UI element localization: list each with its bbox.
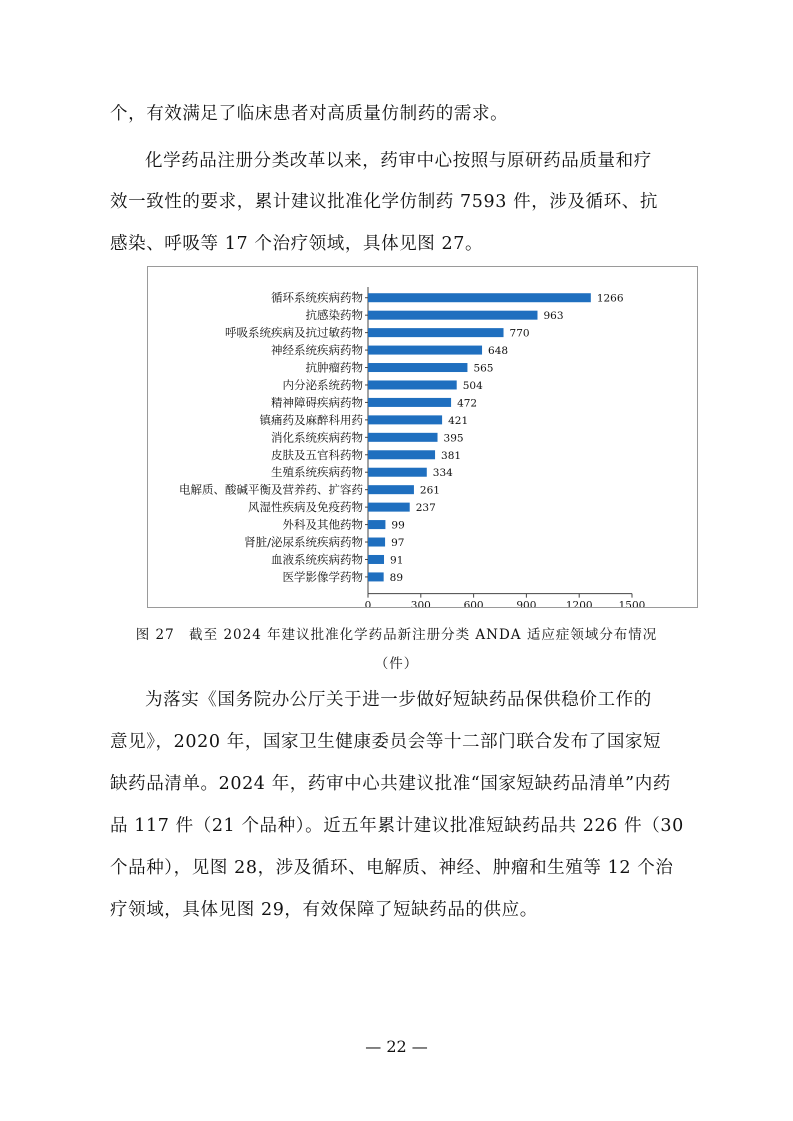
paragraph-2-line-2: 效一致性的要求，累计建议批准化学仿制药 7593 件，涉及循环、抗 (110, 192, 658, 212)
bar (368, 346, 482, 355)
data-label: 334 (432, 467, 453, 480)
paragraph-3-line-3: 缺药品清单。2024 年，药审中心共建议批准“国家短缺药品清单”内药 (110, 774, 671, 794)
bar (368, 363, 467, 372)
data-label: 381 (441, 449, 462, 462)
paragraph-3-line-6: 疗领域，具体见图 29，有效保障了短缺药品的供应。 (110, 900, 538, 920)
bar (368, 450, 435, 459)
x-tick-label: 600 (463, 599, 484, 607)
category-label: 抗感染药物 (305, 308, 363, 323)
x-tick-label: 1500 (618, 599, 646, 607)
bar (368, 572, 384, 581)
category-label: 皮肤及五官科药物 (271, 447, 363, 462)
data-label: 565 (473, 362, 494, 375)
bar (368, 520, 385, 529)
bar (368, 380, 457, 389)
data-label: 261 (419, 484, 440, 497)
data-label: 504 (462, 379, 483, 392)
category-label: 肾脏/泌尿系统疾病药物 (244, 535, 363, 550)
bar (368, 433, 438, 442)
paragraph-2-line-1: 化学药品注册分类改革以来，药审中心按照与原研药品质量和疗 (145, 151, 652, 171)
paragraph-3-line-1: 为落实《国务院办公厅关于进一步做好短缺药品保供稳价工作的 (145, 690, 652, 710)
paragraph-3-line-5: 个品种），见图 28，涉及循环、电解质、神经、肿瘤和生殖等 12 个治 (110, 858, 674, 878)
data-label: 1266 (596, 292, 624, 305)
data-label: 963 (543, 310, 564, 323)
bar (368, 468, 427, 477)
x-tick-label: 1200 (565, 599, 593, 607)
category-label: 神经系统疾病药物 (271, 343, 363, 358)
x-tick-label: 0 (364, 599, 372, 607)
bar (368, 328, 504, 337)
category-label: 电解质、酸碱平衡及营养药、扩容药 (179, 482, 363, 497)
paragraph-1-line-1: 个，有效满足了临床患者对高质量仿制药的需求。 (110, 104, 509, 124)
category-label: 风湿性疾病及免疫药物 (248, 500, 363, 515)
bar (368, 503, 410, 512)
data-label: 89 (389, 571, 404, 584)
bar (368, 555, 384, 564)
bar (368, 293, 591, 302)
bar (368, 398, 451, 407)
bar-chart (148, 267, 697, 607)
bar (368, 485, 414, 494)
category-label: 消化系统疾病药物 (271, 430, 363, 445)
category-label: 循环系统疾病药物 (271, 290, 363, 305)
data-label: 237 (415, 502, 436, 515)
page-number: — 22 — (365, 1037, 428, 1056)
figure-caption-unit: （件） (374, 656, 419, 672)
data-label: 97 (391, 537, 405, 550)
bar (368, 415, 442, 424)
figure-caption: 图 27 截至 2024 年建议批准化学药品新注册分类 ANDA 适应症领域分布情况 (135, 627, 658, 643)
figure-27-chart (147, 266, 698, 608)
paragraph-3-line-4: 品 117 件（21 个品种）。近五年累计建议批准短缺药品共 226 件（30 (110, 816, 684, 836)
data-label: 770 (509, 327, 530, 340)
category-label: 呼吸系统疾病及抗过敏药物 (225, 325, 363, 340)
category-label: 精神障碍疾病药物 (271, 395, 363, 410)
paragraph-2-line-3: 感染、呼吸等 17 个治疗领域，具体见图 27。 (110, 234, 484, 254)
data-label: 91 (390, 554, 404, 567)
bar (368, 311, 537, 320)
data-label: 99 (391, 519, 405, 532)
data-label: 648 (488, 345, 509, 358)
bar (368, 538, 385, 547)
category-label: 抗肿瘤药物 (305, 360, 363, 375)
x-tick-label: 900 (516, 599, 537, 607)
category-label: 外科及其他药物 (282, 517, 363, 532)
data-label: 395 (443, 432, 464, 445)
category-label: 内分泌系统药物 (282, 377, 363, 392)
category-label: 镇痛药及麻醉科用药 (259, 412, 363, 427)
category-label: 医学影像学药物 (282, 569, 363, 584)
data-label: 472 (457, 397, 478, 410)
data-label: 421 (448, 414, 469, 427)
x-tick-label: 300 (410, 599, 431, 607)
paragraph-3-line-2: 意见》，2020 年，国家卫生健康委员会等十二部门联合发布了国家短 (110, 732, 662, 752)
category-label: 生殖系统疾病药物 (271, 465, 363, 480)
category-label: 血液系统疾病药物 (271, 552, 363, 567)
